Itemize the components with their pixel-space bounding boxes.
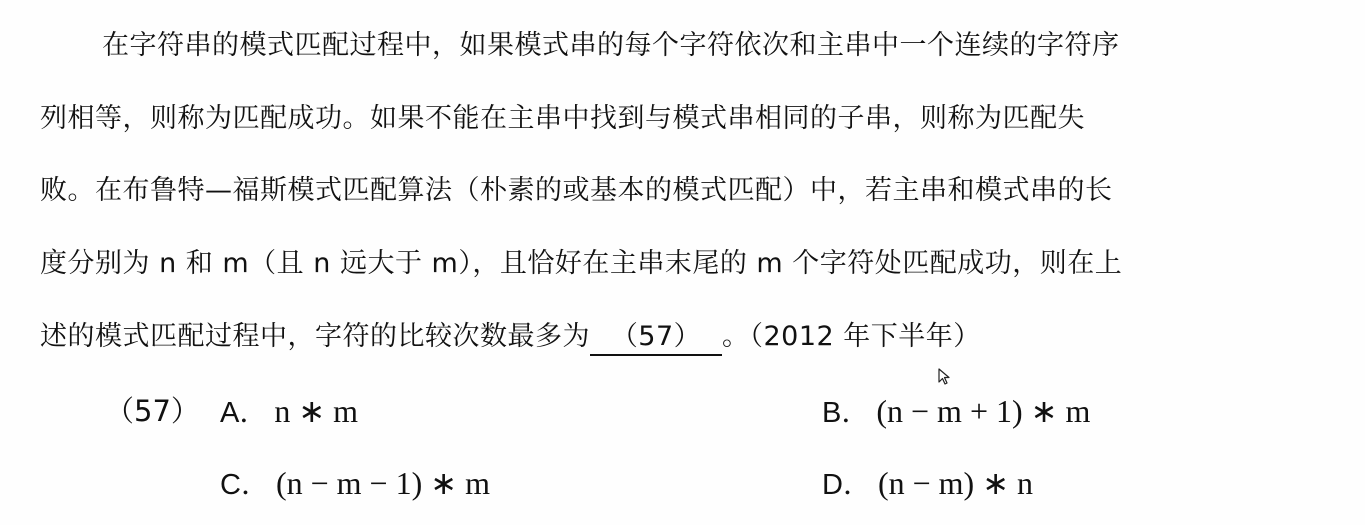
option-b-letter: B． [822,397,871,429]
option-c-letter: C． [220,469,270,501]
option-d-letter: D． [822,469,872,501]
question-text-line-3: 败。在布鲁特—福斯模式匹配算法（朴素的或基本的模式匹配）中，若主串和模式串的长 [40,175,1113,206]
option-b[interactable] [822,391,1090,433]
question-text-line-1: 在字符串的模式匹配过程中，如果模式串的每个字符依次和主串中一个连续的字符序 [102,30,1120,61]
option-d-expression: (n − m) ∗ n [877,465,1034,501]
question-text-line-2: 列相等，则称为匹配成功。如果不能在主串中找到与模式串相同的子串，则称为匹配失 [40,103,1085,134]
option-c[interactable] [220,463,490,505]
question-number: （57） [105,394,200,428]
option-a[interactable] [220,391,358,433]
question-text-line-5-start: 述的模式匹配过程中，字符的比较次数最多为 [40,321,590,352]
option-b-expression: (n − m + 1) ∗ m [876,393,1091,429]
question-source: 。（2012 年下半年） [722,321,981,352]
option-d[interactable] [822,463,1033,505]
question-text-line-4: 度分别为 n 和 m（且 n 远大于 m），且恰好在主串末尾的 m 个字符处匹配成功，则在上 [40,248,1123,279]
question-text-line-5 [40,317,981,357]
option-a-expression: n ∗ m [274,393,359,429]
option-a-letter: A． [220,397,269,429]
option-c-expression: (n − m − 1) ∗ m [275,465,490,501]
mouse-cursor-icon [938,368,952,386]
answer-blank: （57） [590,320,722,356]
